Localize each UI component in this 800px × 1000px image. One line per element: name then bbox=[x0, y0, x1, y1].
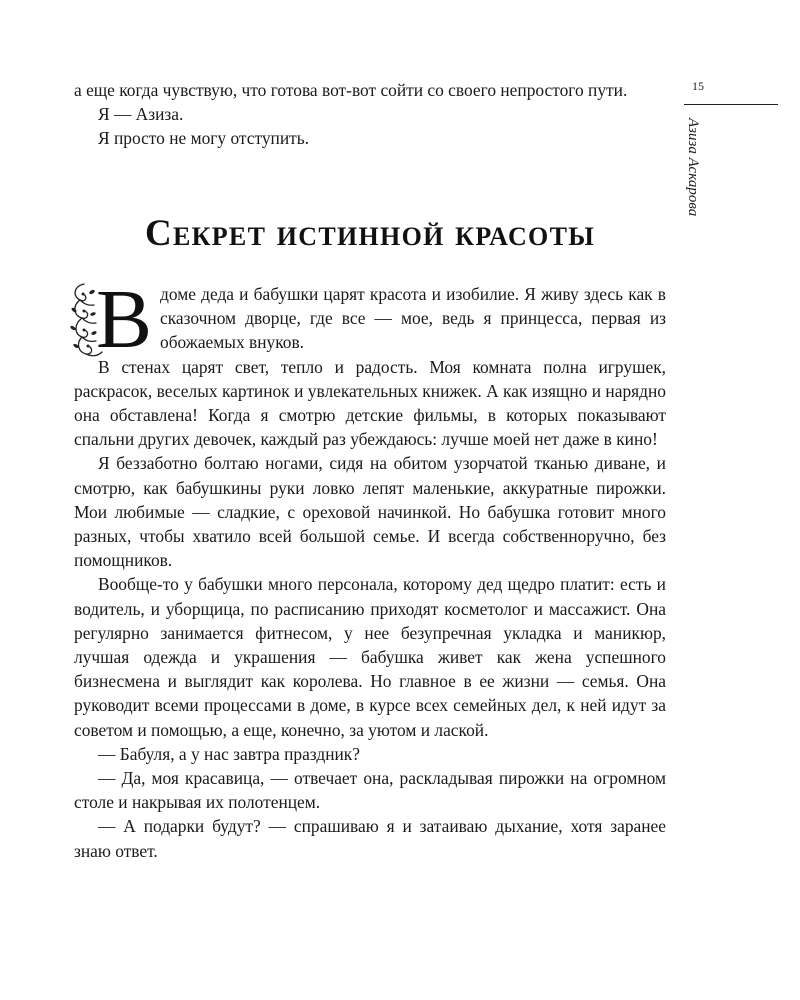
dropcap bbox=[74, 273, 156, 366]
header-rule bbox=[684, 104, 778, 105]
paragraph: Я — Азиза. bbox=[98, 104, 184, 125]
page-number: 15 bbox=[692, 79, 704, 93]
dialogue-line: — Да, моя красавица, — отвечает она, раскладывая пирожки на огромном столе и накрывая их полотенцем. bbox=[74, 768, 666, 813]
chapter-body bbox=[74, 273, 666, 863]
dialogue-line: — А подарки будут? — спрашиваю я и затаиваю дыхание, хотя заранее знаю ответ. bbox=[74, 816, 666, 861]
paragraph: Я просто не могу отступить. bbox=[98, 128, 310, 149]
running-head-author: Азиза Аскарова bbox=[685, 118, 701, 217]
chapter-title: Секрет истинной красоты bbox=[144, 213, 596, 254]
paragraph: Вообще-то у бабушки много персонала, которому дед щедро платит: есть и водитель, и уборщица, по расписанию приходят косметолог и массажист. Она регулярно занимается фитнесом, у нее безупречная укладка и маникюр, лучшая одежда и украшения — бабушка живет как жена успешного бизнесмена и выглядит как королева. Но главное в ее жизни — семья. Она руководит всеми процессами в доме, в курсе всех семейных дел, к ней идут за советом и помощью, а еще, конечно, за уютом и лаской. bbox=[74, 574, 666, 740]
paragraph: Я беззаботно болтаю ногами, сидя на обитом узорчатой тканью диване, и смотрю, как бабушкины руки ловко лепят маленькие, аккуратные пирожки. Мои любимые — сладкие, с ореховой начинкой. Но бабушка готовит много разных, чтобы хватило всей большой семье. И всегда собственноручно, без помощников. bbox=[74, 453, 666, 571]
intro-text bbox=[74, 78, 666, 151]
paragraph: а еще когда чувствую, что готова вот-вот сойти со своего непростого пути. bbox=[74, 80, 628, 100]
paragraph: доме деда и бабушки царят красота и изобилие. Я живу здесь как в сказочном дворце, где все — мое, ведь я принцесса, первая из обожаемых внуков. bbox=[160, 284, 666, 353]
paragraph: В стенах царят свет, тепло и радость. Моя комната полна игрушек, раскрасок, веселых картинок и увлекательных книжек. А как изящно и нарядно она обставлена! Когда я смотрю детские фильмы, в которых показывают спальни других девочек, каждый раз убеждаюсь: лучше моей нет даже в кино! bbox=[74, 356, 666, 450]
dropcap-letter: В bbox=[96, 273, 153, 366]
dialogue-line: — Бабуля, а у нас завтра праздник? bbox=[98, 743, 360, 764]
